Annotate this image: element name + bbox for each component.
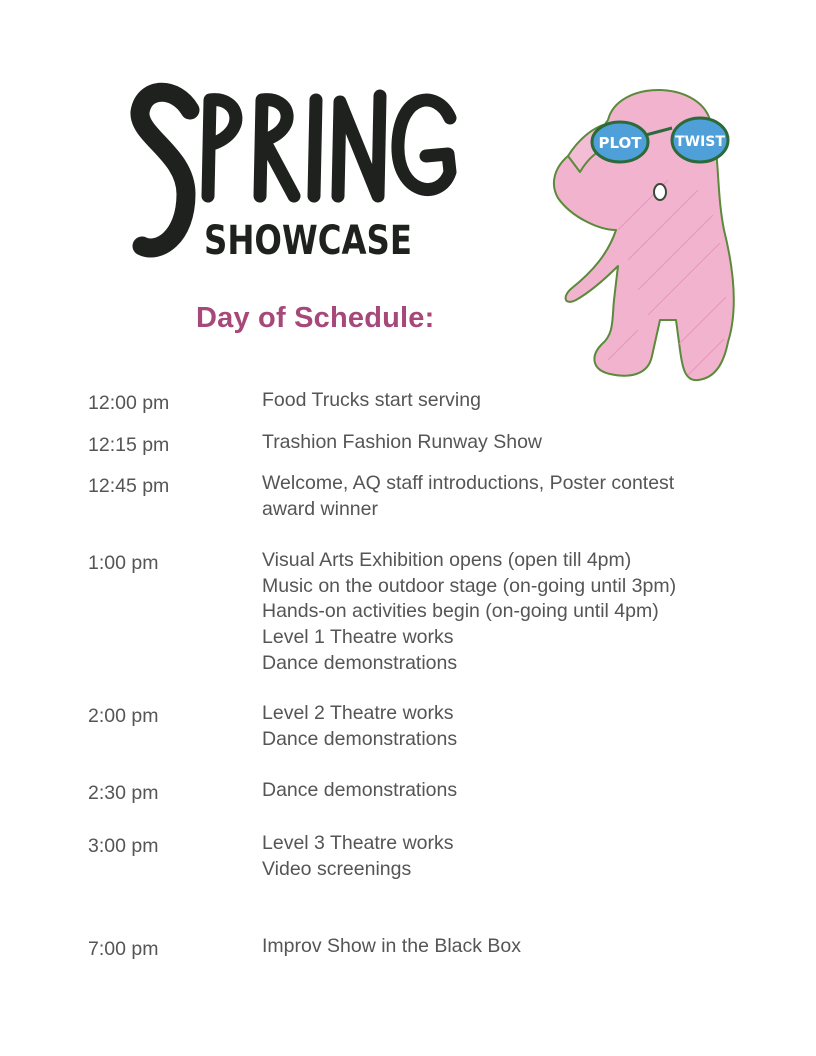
schedule-events [262,934,768,963]
schedule-time: 12:00 pm [88,392,170,414]
spring-showcase-logo [128,78,488,268]
schedule-event: Improv Show in the Black Box [262,934,522,957]
schedule-row [88,388,768,417]
schedule-events [262,388,768,417]
schedule-event: Video screenings [262,858,412,881]
schedule-event: Music on the outdoor stage (on-going until 3pm) [262,574,677,597]
schedule-row [88,831,768,882]
schedule-event: Visual Arts Exhibition opens (open till 4pm) [262,548,632,571]
schedule-time: 12:45 pm [88,475,170,498]
schedule-time: 2:30 pm [88,781,159,804]
plot-twist-mascot-illustration [548,80,748,385]
schedule-time: 3:00 pm [88,835,159,858]
schedule-row [88,701,768,752]
schedule-events [262,430,768,459]
schedule-row [88,430,768,459]
schedule-heading: Day of Schedule: [196,302,435,334]
schedule-time: 1:00 pm [88,551,159,574]
schedule-time: 7:00 pm [88,937,159,960]
lens-text-plot: PLOT [598,134,642,152]
schedule-events [262,548,768,677]
schedule-event: Food Trucks start serving [262,389,481,411]
schedule-event: Welcome, AQ staff introductions, Poster contest award winner [262,472,675,521]
schedule-row [88,548,768,677]
logo-word-showcase: SHOWCASE [204,218,412,264]
schedule-event: Dance demonstrations [262,778,458,801]
schedule-events [262,471,768,522]
schedule-list [88,388,768,963]
schedule-row [88,778,768,807]
schedule-event: Level 1 Theatre works [262,625,454,648]
schedule-event: Hands-on activities begin (on-going until 4pm) [262,600,659,623]
lens-text-twist: TWIST [675,134,725,150]
schedule-events [262,701,768,752]
schedule-event: Level 3 Theatre works [262,832,454,855]
schedule-event: Trashion Fashion Runway Show [262,430,542,453]
schedule-event: Dance demonstrations [262,728,458,751]
schedule-event: Level 2 Theatre works [262,702,454,725]
schedule-time: 2:00 pm [88,705,159,728]
schedule-events [262,831,768,882]
schedule-events [262,778,768,807]
schedule-time: 12:15 pm [88,433,170,456]
schedule-row [88,471,768,522]
schedule-event: Dance demonstrations [262,651,458,674]
schedule-row [88,934,768,963]
